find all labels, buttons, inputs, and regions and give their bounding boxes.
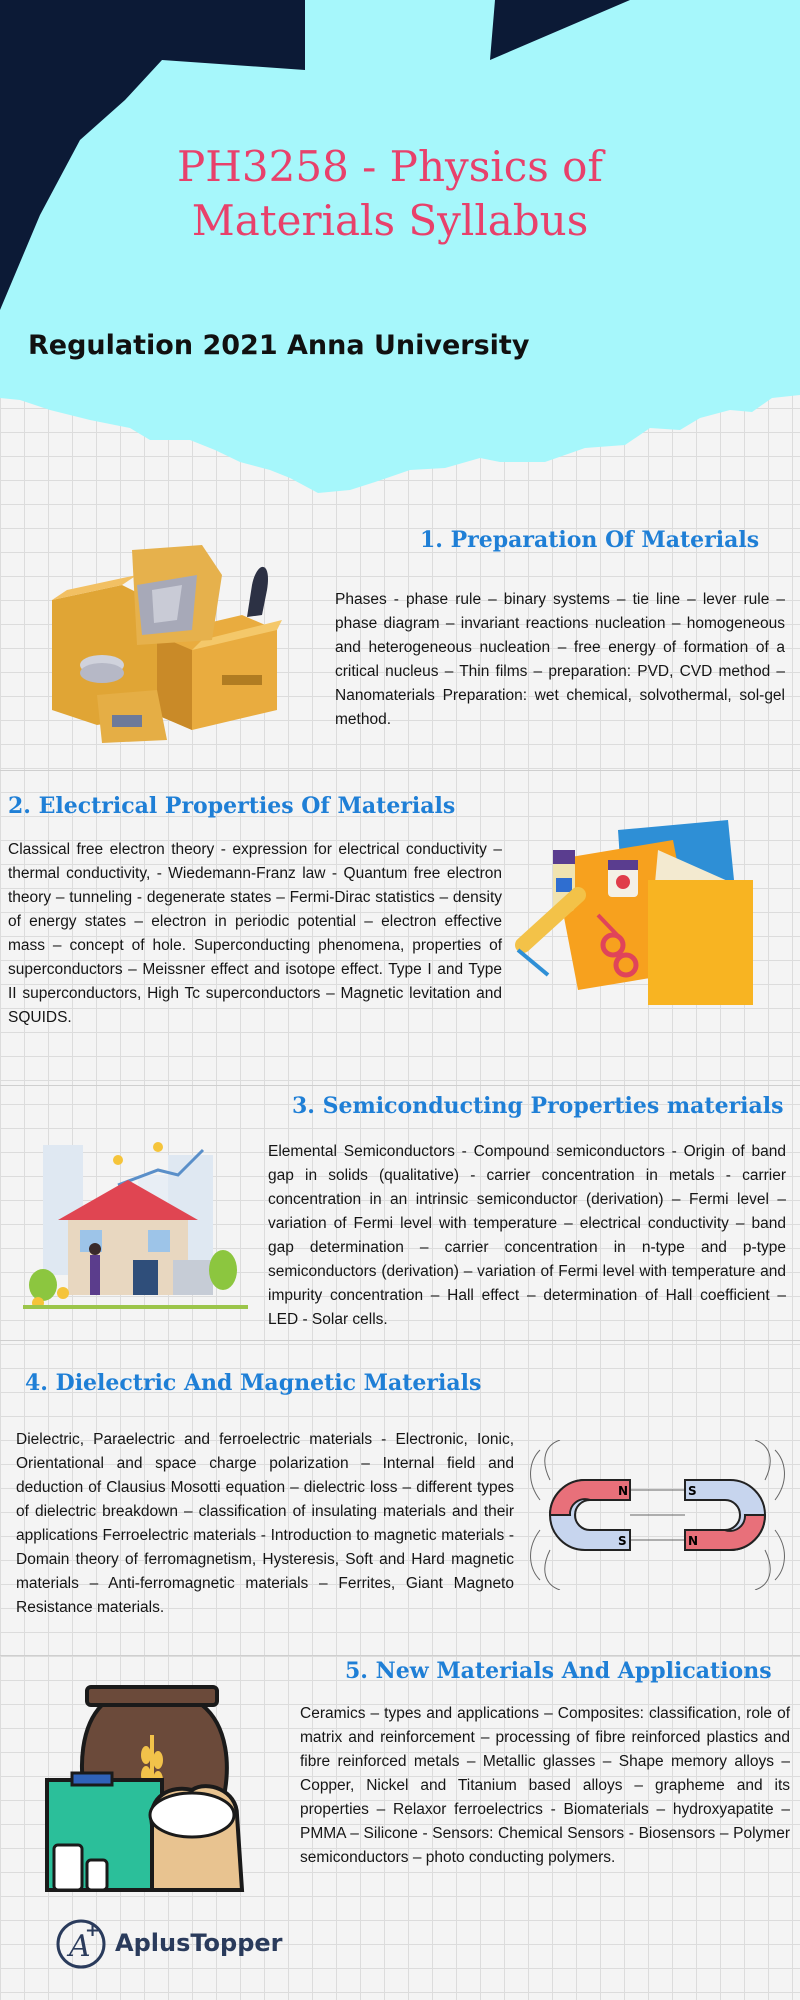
section-divider xyxy=(0,1655,800,1656)
section-divider xyxy=(0,1340,800,1341)
aplustopper-logo-icon xyxy=(55,1916,109,1970)
brand-logo[interactable] xyxy=(55,1916,283,1970)
magnet-label: S xyxy=(618,1534,627,1548)
section-4-title: 4. Dielectric And Magnetic Materials xyxy=(25,1370,482,1396)
brand-name: AplusTopper xyxy=(115,1929,283,1957)
page-subtitle: Regulation 2021 Anna University xyxy=(28,330,530,361)
magnet-label: N xyxy=(618,1484,629,1498)
header-banner xyxy=(0,0,800,500)
magnet-label: S xyxy=(688,1484,697,1498)
header-background xyxy=(0,0,800,500)
section-1-title: 1. Preparation Of Materials xyxy=(420,527,760,553)
section-5-body: Ceramics – types and applications – Composites: classification, role of matrix and reinforcement – processing of fibre reinforced plastics and fibre reinforced metals – Metallic glasses – Shape memory alloys – Copper, Nickel and Titanium based alloys – grapheme and its properties – Relaxor ferroelectrics - Biomaterials – hydroxyapatite – PMMA – Silicone - Sensors: Chemical Sensors - Biosensors – Polymer semiconductors – photo conducting polymers. xyxy=(300,1705,790,1866)
cardboard-boxes-icon xyxy=(42,545,292,745)
logo-plus: + xyxy=(85,1920,101,1941)
section-divider xyxy=(0,1085,800,1086)
house-finance-icon xyxy=(18,1135,248,1315)
section-divider xyxy=(0,770,800,771)
section-1-body: Phases - phase rule – binary systems – tie line – lever rule – phase diagram – invariant reactions nucleation – homogeneous and heterogeneous nucleation – free energy of formation of a critical nucleus – Thin films – preparation: PVD, CVD method – Nanomaterials Preparation: wet chemical, solvothermal, sol-gel method. xyxy=(335,591,785,728)
horseshoe-magnets-icon xyxy=(530,1440,785,1590)
section-3-title: 3. Semiconducting Properties materials xyxy=(292,1093,784,1119)
section-2-title: 2. Electrical Properties Of Materials xyxy=(8,793,456,819)
section-3-body: Elemental Semiconductors - Compound semiconductors - Origin of band gap in solids (qualitative) - carrier concentration in metals - carrier concentration in an intrinsic semiconductor (derivation) – Fermi level – variation of Fermi level with temperature – electrical conductivity – band gap determination – carrier concentration in n-type and p-type semiconductors (derivation) – variation of Fermi level with temperature and impurity concentration – Hall effect – determination of Hall coefficient – LED - Solar cells. xyxy=(268,1143,786,1328)
section-5-title: 5. New Materials And Applications xyxy=(345,1658,772,1684)
magnet-label: N xyxy=(688,1534,699,1548)
section-2-body: Classical free electron theory - expression for electrical conductivity – thermal conductivity, - Wiedemann-Franz law - Quantum free electron theory – tunneling - degenerate states – Fermi-Dirac statistics – density of energy states – electron in periodic potential – electron effective mass – concept of hole. Superconducting phenomena, properties of superconductors – Meissner effect and isotope effect. Type I and Type II superconductors, High Tc superconductors – Magnetic levitation and SQUIDS. xyxy=(8,841,502,1026)
craft-supplies-icon xyxy=(508,820,758,1010)
grain-sack-icon xyxy=(42,1685,252,1895)
section-4-body: Dielectric, Paraelectric and ferroelectric materials - Electronic, Ionic, Orientational and space charge polarization – Internal field and deduction of Clausius Mosotti equation – dielectric loss – different types of dielectric breakdown – classification of insulating materials and their applications Ferroelectric materials - Introduction to magnetic materials - Domain theory of ferromagnetism, Hysteresis, Soft and Hard magnetic materials – Anti-ferromagnetic materials – Ferrites, Giant Magneto Resistance materials. xyxy=(16,1431,514,1616)
page-title: PH3258 - Physics of Materials Syllabus xyxy=(177,142,603,245)
logo-letter: A xyxy=(69,1929,91,1964)
